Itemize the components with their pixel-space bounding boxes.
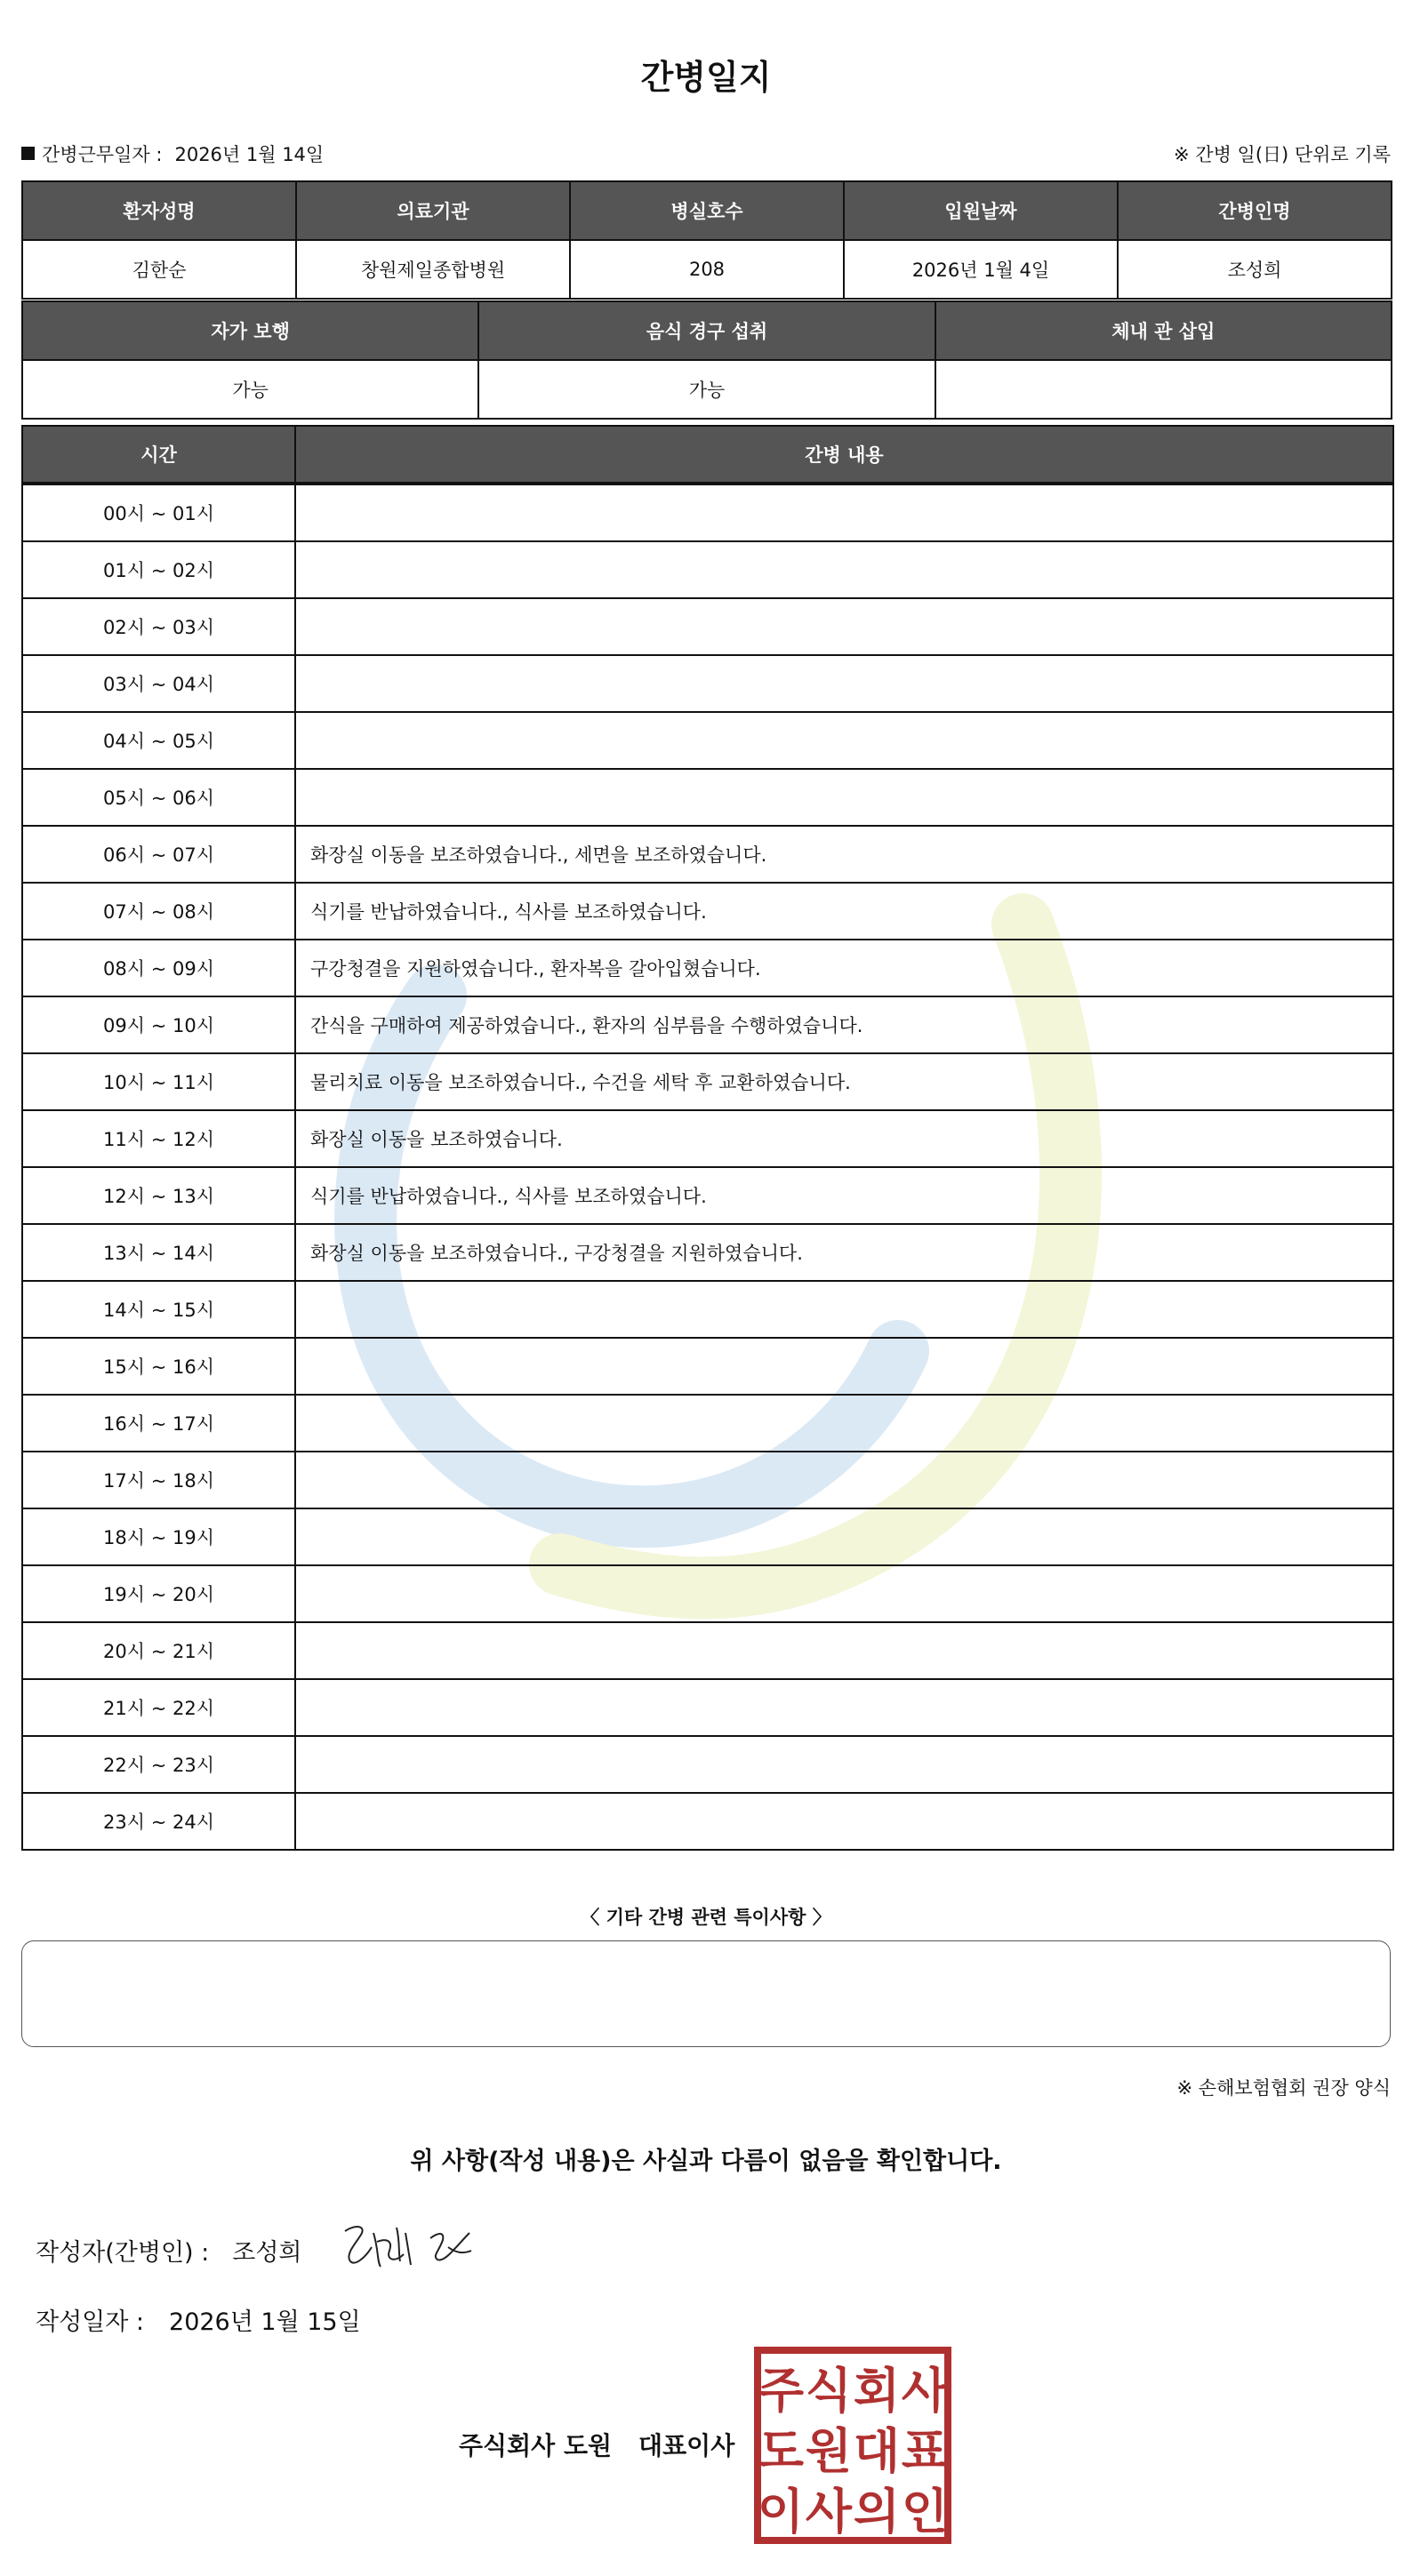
form-recommendation-note: ※ 손해보험협회 권장 양식 xyxy=(1176,2077,1391,2099)
log-content xyxy=(295,1736,1393,1793)
special-notes-box xyxy=(21,1940,1391,2047)
log-content: 식기를 반납하였습니다., 식사를 보조하였습니다. xyxy=(295,883,1393,940)
written-date-label: 작성일자 : xyxy=(36,2308,145,2336)
patient-info-table xyxy=(21,180,1392,300)
log-row xyxy=(22,1622,1393,1679)
log-time: 05시 ~ 06시 xyxy=(22,769,295,826)
work-date-value: 2026년 1월 14일 xyxy=(174,144,325,165)
document-title: 간병일지 xyxy=(640,58,772,97)
log-row xyxy=(22,655,1393,712)
log-time: 06시 ~ 07시 xyxy=(22,826,295,883)
log-content xyxy=(295,598,1393,655)
oral-intake-value: 가능 xyxy=(478,360,935,419)
seal-character: 원 xyxy=(805,2423,853,2479)
log-time: 20시 ~ 21시 xyxy=(22,1622,295,1679)
log-content xyxy=(295,1395,1393,1452)
status-value-row xyxy=(22,360,1392,419)
log-content: 화장실 이동을 보조하였습니다., 구강청결을 지원하였습니다. xyxy=(295,1224,1393,1281)
work-date xyxy=(21,140,324,167)
seal-character: 도 xyxy=(757,2423,805,2479)
self-walking-value: 가능 xyxy=(22,360,478,419)
log-row xyxy=(22,1110,1393,1167)
handwritten-signature xyxy=(338,2215,480,2277)
log-time: 00시 ~ 01시 xyxy=(22,484,295,541)
writer-line xyxy=(36,2233,302,2268)
status-header-row xyxy=(22,301,1392,360)
log-time: 14시 ~ 15시 xyxy=(22,1281,295,1338)
log-time: 08시 ~ 09시 xyxy=(22,940,295,996)
log-row xyxy=(22,1224,1393,1281)
log-content xyxy=(295,1565,1393,1622)
log-time: 17시 ~ 18시 xyxy=(22,1452,295,1508)
log-row xyxy=(22,883,1393,940)
log-row xyxy=(22,1281,1393,1338)
log-time: 19시 ~ 20시 xyxy=(22,1565,295,1622)
written-date-value: 2026년 1월 15일 xyxy=(169,2308,361,2336)
log-time: 03시 ~ 04시 xyxy=(22,655,295,712)
seal-character: 인 xyxy=(901,2484,949,2540)
log-row xyxy=(22,484,1393,541)
log-content: 화장실 이동을 보조하였습니다., 세면을 보조하였습니다. xyxy=(295,826,1393,883)
log-row xyxy=(22,1452,1393,1508)
admission-date: 2026년 1월 4일 xyxy=(844,240,1118,299)
header-oral-intake: 음식 경구 섭취 xyxy=(478,301,935,360)
log-time: 09시 ~ 10시 xyxy=(22,996,295,1053)
company-role: 대표이사 xyxy=(638,2431,735,2460)
patient-status-table xyxy=(21,300,1392,420)
header-tube-insertion: 체내 관 삽입 xyxy=(935,301,1392,360)
log-time: 02시 ~ 03시 xyxy=(22,598,295,655)
log-content: 물리치료 이동을 보조하였습니다., 수건을 세탁 후 교환하였습니다. xyxy=(295,1053,1393,1110)
header-patient-name: 환자성명 xyxy=(22,181,296,240)
log-body xyxy=(22,484,1393,1850)
seal-character: 사 xyxy=(805,2484,853,2540)
header-room: 병실호수 xyxy=(570,181,844,240)
tube-insertion-value xyxy=(935,360,1392,419)
hospital-name: 창원제일종합병원 xyxy=(296,240,570,299)
log-content xyxy=(295,541,1393,598)
log-time: 18시 ~ 19시 xyxy=(22,1508,295,1565)
log-row xyxy=(22,1565,1393,1622)
log-row xyxy=(22,1167,1393,1224)
header-care-content: 간병 내용 xyxy=(295,426,1393,484)
log-row xyxy=(22,1736,1393,1793)
patient-info-header-row xyxy=(22,181,1392,240)
log-content xyxy=(295,1622,1393,1679)
log-row xyxy=(22,1508,1393,1565)
log-content xyxy=(295,484,1393,541)
log-content: 간식을 구매하여 제공하였습니다., 환자의 심부름을 수행하였습니다. xyxy=(295,996,1393,1053)
company-seal-stamp xyxy=(752,2345,953,2546)
caregiver-name: 조성희 xyxy=(1118,240,1392,299)
log-row xyxy=(22,1395,1393,1452)
log-time: 10시 ~ 11시 xyxy=(22,1053,295,1110)
log-time: 16시 ~ 17시 xyxy=(22,1395,295,1452)
log-time: 21시 ~ 22시 xyxy=(22,1679,295,1736)
log-row xyxy=(22,1793,1393,1850)
square-bullet-icon xyxy=(21,147,35,160)
log-time: 13시 ~ 14시 xyxy=(22,1224,295,1281)
log-content xyxy=(295,712,1393,769)
room-number: 208 xyxy=(570,240,844,299)
seal-character: 표 xyxy=(901,2423,949,2479)
seal-character: 이 xyxy=(757,2484,805,2540)
patient-name: 김한순 xyxy=(22,240,296,299)
company-line xyxy=(459,2427,734,2462)
header-caregiver: 간병인명 xyxy=(1118,181,1392,240)
log-row xyxy=(22,769,1393,826)
writer-label: 작성자(간병인) : xyxy=(36,2239,210,2267)
header-admission-date: 입원날짜 xyxy=(844,181,1118,240)
log-time: 04시 ~ 05시 xyxy=(22,712,295,769)
log-row xyxy=(22,1338,1393,1395)
log-content xyxy=(295,655,1393,712)
record-note: ※ 간병 일(日) 단위로 기록 xyxy=(1174,144,1391,165)
seal-character: 식 xyxy=(805,2363,853,2419)
written-date-line xyxy=(36,2302,361,2337)
log-content: 구강청결을 지원하였습니다., 환자복을 갈아입혔습니다. xyxy=(295,940,1393,996)
log-content xyxy=(295,769,1393,826)
log-row xyxy=(22,598,1393,655)
log-content: 화장실 이동을 보조하였습니다. xyxy=(295,1110,1393,1167)
log-row xyxy=(22,712,1393,769)
seal-character: 주 xyxy=(757,2363,805,2419)
log-row xyxy=(22,826,1393,883)
seal-character: 회 xyxy=(853,2363,901,2419)
log-row xyxy=(22,996,1393,1053)
log-row xyxy=(22,541,1393,598)
log-time: 11시 ~ 12시 xyxy=(22,1110,295,1167)
log-row xyxy=(22,940,1393,996)
log-time: 07시 ~ 08시 xyxy=(22,883,295,940)
header-time: 시간 xyxy=(22,426,295,484)
seal-character: 대 xyxy=(853,2423,901,2479)
log-content xyxy=(295,1338,1393,1395)
log-row xyxy=(22,1053,1393,1110)
log-row xyxy=(22,1679,1393,1736)
log-time: 15시 ~ 16시 xyxy=(22,1338,295,1395)
log-content: 식기를 반납하였습니다., 식사를 보조하였습니다. xyxy=(295,1167,1393,1224)
patient-info-value-row xyxy=(22,240,1392,299)
work-date-label: 간병근무일자 : xyxy=(42,144,163,165)
seal-character: 의 xyxy=(853,2484,901,2540)
confirmation-statement: 위 사항(작성 내용)은 사실과 다름이 없음을 확인합니다. xyxy=(410,2148,1002,2175)
log-time: 12시 ~ 13시 xyxy=(22,1167,295,1224)
log-time: 01시 ~ 02시 xyxy=(22,541,295,598)
notes-title: 〈 기타 간병 관련 특이사항 〉 xyxy=(581,1907,831,1928)
log-header-row xyxy=(22,426,1393,484)
log-content xyxy=(295,1508,1393,1565)
hourly-care-log-table xyxy=(21,425,1394,1851)
header-hospital: 의료기관 xyxy=(296,181,570,240)
writer-name: 조성희 xyxy=(232,2239,302,2267)
log-content xyxy=(295,1679,1393,1736)
log-time: 23시 ~ 24시 xyxy=(22,1793,295,1850)
log-content xyxy=(295,1281,1393,1338)
log-content xyxy=(295,1452,1393,1508)
log-content xyxy=(295,1793,1393,1850)
log-time: 22시 ~ 23시 xyxy=(22,1736,295,1793)
seal-character: 사 xyxy=(901,2363,949,2419)
header-self-walking: 자가 보행 xyxy=(22,301,478,360)
company-name: 주식회사 도원 xyxy=(459,2431,613,2460)
